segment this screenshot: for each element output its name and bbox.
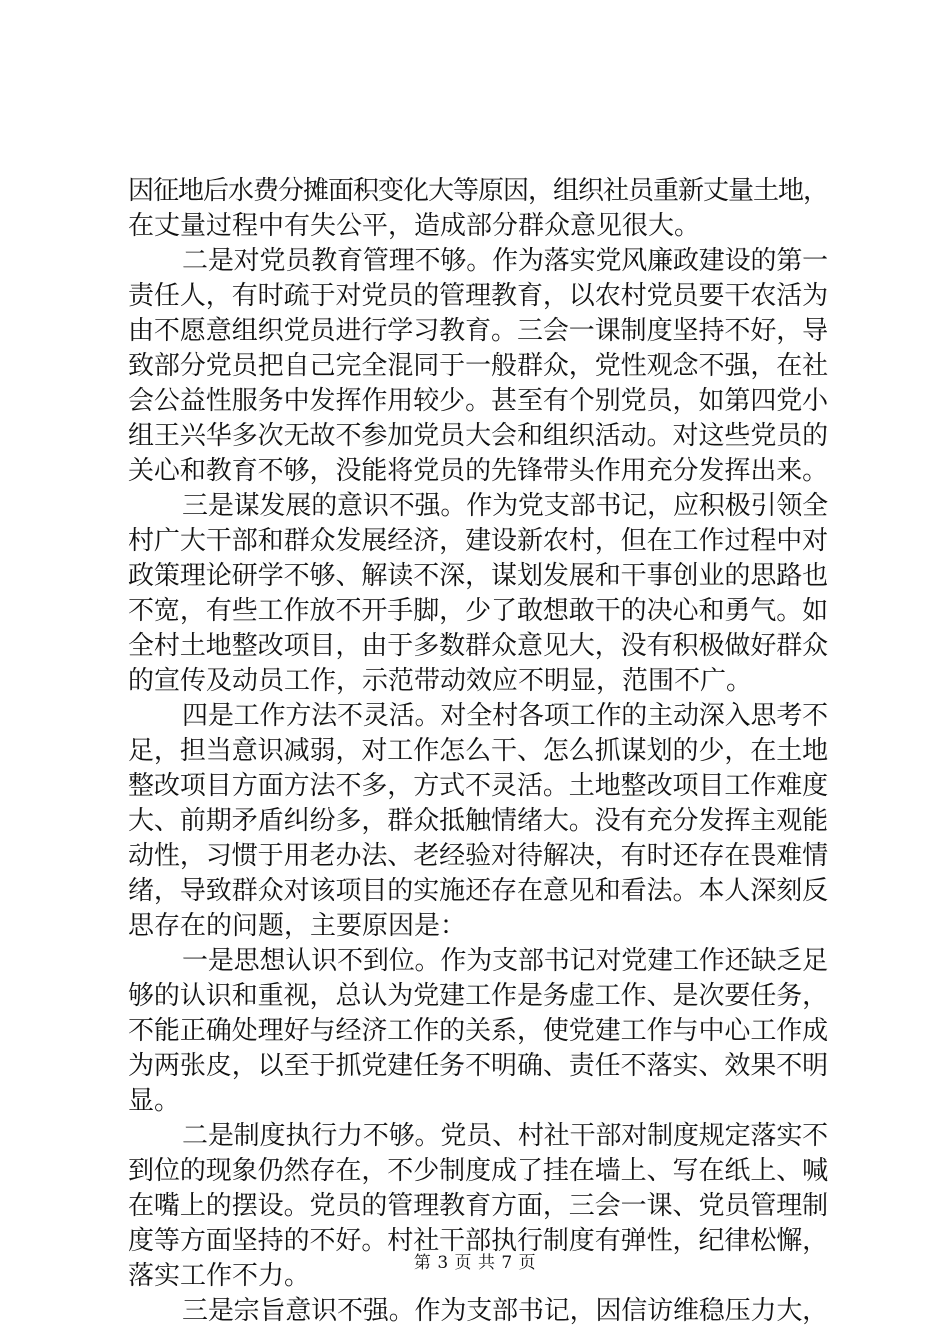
text-line: 足，担当意识减弱，对工作怎么干、怎么抓谋划的少，在土地 (128, 736, 829, 766)
page-number-label: 第 3 页 共 7 页 (413, 1253, 537, 1273)
text-line: 政策理论研学不够、解读不深，谋划发展和干事创业的思路也 (128, 561, 829, 591)
page-footer (0, 1248, 950, 1273)
text-line: 度等方面坚持的不好。村社干部执行制度有弹性，纪律松懈， (128, 1226, 829, 1256)
text-line: 关心和教育不够，没能将党员的先锋带头作用充分发挥出来。 (128, 456, 829, 486)
paragraph-first-line: 三是谋发展的意识不强。作为党支部书记，应积极引领全 (182, 491, 829, 521)
text-line: 全村土地整改项目，由于多数群众意见大，没有积极做好群众 (128, 631, 829, 661)
text-line: 思存在的问题，主要原因是： (128, 911, 467, 941)
text-line: 村广大干部和群众发展经济，建设新农村，但在工作过程中对 (128, 526, 829, 556)
text-line: 组王兴华多次无故不参加党员大会和组织活动。对这些党员的 (128, 421, 829, 451)
text-line: 显。 (128, 1086, 181, 1116)
paragraph-first-line: 一是思想认识不到位。作为支部书记对党建工作还缺乏足 (182, 946, 829, 976)
text-line: 因征地后水费分摊面积变化大等原因，组织社员重新丈量土地， (128, 176, 829, 206)
text-line: 责任人，有时疏于对党员的管理教育，以农村党员要干农活为 (128, 281, 829, 311)
text-line: 在嘴上的摆设。党员的管理教育方面，三会一课、党员管理制 (128, 1191, 829, 1221)
text-line: 由不愿意组织党员进行学习教育。三会一课制度坚持不好，导 (128, 316, 829, 346)
text-line: 动性，习惯于用老办法、老经验对待解决，有时还存在畏难情 (128, 841, 829, 871)
text-line: 不宽，有些工作放不开手脚，少了敢想敢干的决心和勇气。如 (128, 596, 829, 626)
paragraph-first-line: 二是对党员教育管理不够。作为落实党风廉政建设的第一 (182, 246, 829, 276)
text-line: 整改项目方面方法不多，方式不灵活。土地整改项目工作难度 (128, 771, 829, 801)
text-line: 落实工作不力。 (128, 1261, 311, 1291)
text-line: 为两张皮，以至于抓党建任务不明确、责任不落实、效果不明 (128, 1051, 829, 1081)
text-line: 在丈量过程中有失公平，造成部分群众意见很大。 (128, 211, 701, 241)
text-line: 够的认识和重视，总认为党建工作是务虚工作、是次要任务， (128, 981, 829, 1011)
text-line: 的宣传及动员工作，示范带动效应不明显，范围不广。 (128, 666, 753, 696)
paragraph-first-line: 二是制度执行力不够。党员、村社干部对制度规定落实不 (182, 1121, 829, 1151)
text-line: 致部分党员把自己完全混同于一般群众，党性观念不强，在社 (128, 351, 829, 381)
document-body (128, 174, 828, 1329)
paragraph-first-line: 四是工作方法不灵活。对全村各项工作的主动深入思考不 (182, 701, 829, 731)
text-line: 不能正确处理好与经济工作的关系，使党建工作与中心工作成 (128, 1016, 829, 1046)
text-line: 到位的现象仍然存在，不少制度成了挂在墙上、写在纸上、喊 (128, 1156, 829, 1186)
text-line: 大、前期矛盾纠纷多，群众抵触情绪大。没有充分发挥主观能 (128, 806, 829, 836)
text-line: 会公益性服务中发挥作用较少。甚至有个别党员，如第四党小 (128, 386, 829, 416)
paragraph-first-line: 三是宗旨意识不强。作为支部书记，因信访维稳压力大， (182, 1296, 829, 1326)
text-line: 绪，导致群众对该项目的实施还存在意见和看法。本人深刻反 (128, 876, 829, 906)
